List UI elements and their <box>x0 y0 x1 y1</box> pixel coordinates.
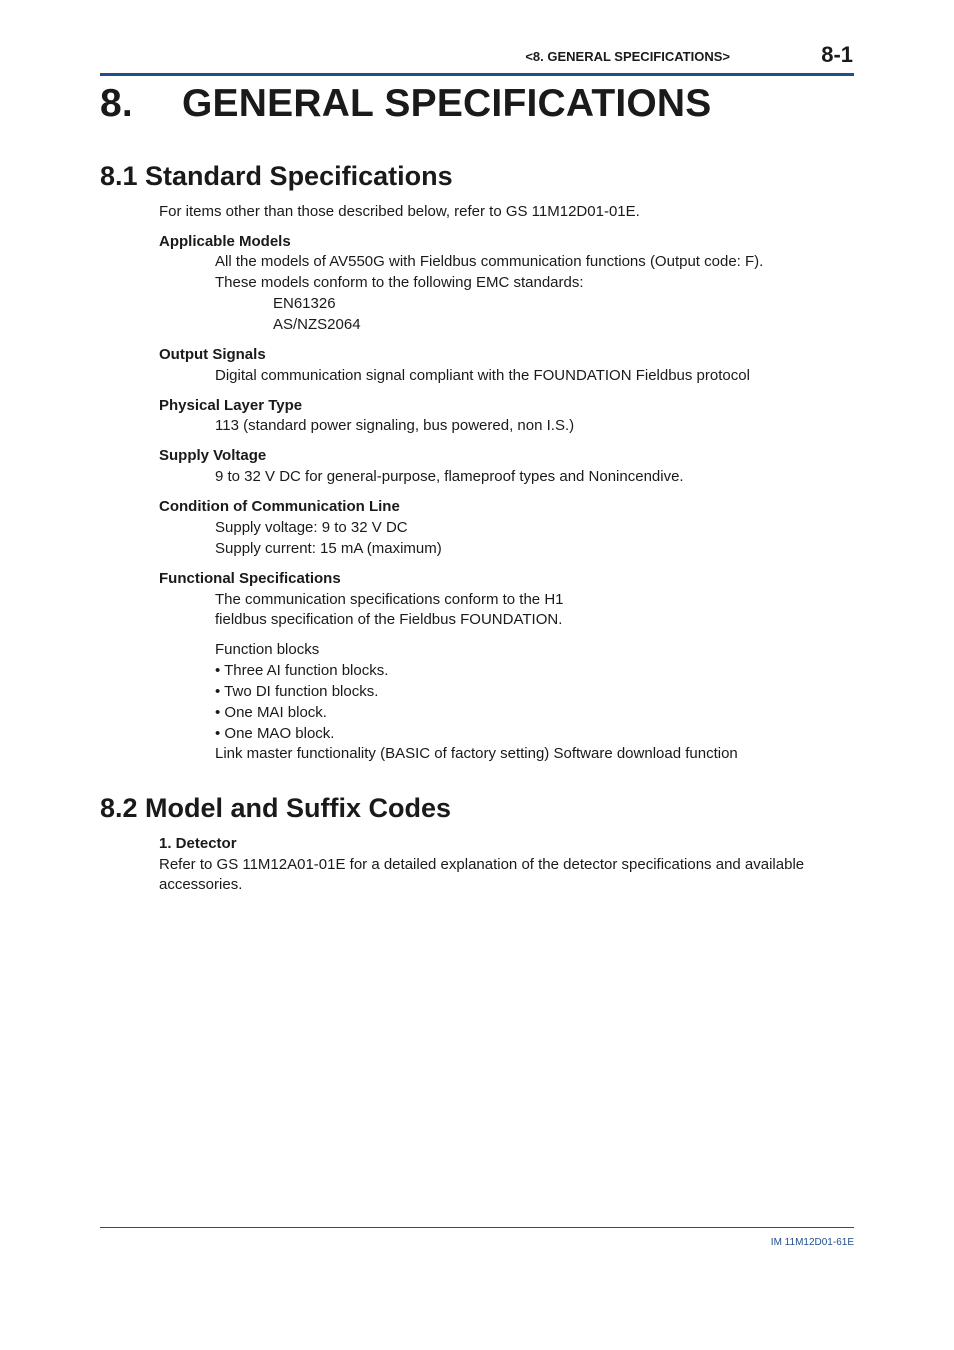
intro-text: For items other than those described below, refer to GS 11M12D01-01E. <box>159 203 640 220</box>
header-rule <box>100 73 854 76</box>
heading-physical-layer: Physical Layer Type <box>159 397 303 414</box>
function-block-item: • Two DI function blocks. <box>215 683 379 700</box>
chapter-title <box>100 82 712 126</box>
functional-line2: fieldbus specification of the Fieldbus FOUNDATION. <box>215 611 563 628</box>
page-number: 8-1 <box>821 42 853 67</box>
heading-applicable-models: Applicable Models <box>159 233 291 250</box>
detector-line2: accessories. <box>159 876 243 893</box>
applicable-models-line2: These models conform to the following EMC standards: <box>215 274 584 291</box>
section-title-model-suffix: 8.2 Model and Suffix Codes <box>100 793 452 823</box>
chapter-title-text: GENERAL SPECIFICATIONS <box>182 82 712 125</box>
heading-detector: 1. Detector <box>159 835 237 852</box>
heading-supply-voltage: Supply Voltage <box>159 447 267 464</box>
function-block-item: • One MAI block. <box>215 704 327 721</box>
function-block-item: • One MAO block. <box>215 725 335 742</box>
heading-functional-specs: Functional Specifications <box>159 570 341 587</box>
detector-line1: Refer to GS 11M12A01-01E for a detailed explanation of the detector specifications and available <box>159 856 805 873</box>
running-header: <8. GENERAL SPECIFICATIONS> <box>525 49 730 64</box>
output-signals-line1: Digital communication signal compliant with the FOUNDATION Fieldbus protocol <box>215 367 750 384</box>
function-blocks-heading: Function blocks <box>215 641 320 658</box>
physical-layer-line1: 113 (standard power signaling, bus powered, non I.S.) <box>215 417 575 434</box>
applicable-models-line1: All the models of AV550G with Fieldbus communication functions (Output code: F). <box>215 253 764 270</box>
functional-line1: The communication specifications conform to the H1 <box>215 591 564 608</box>
link-master-text: Link master functionality (BASIC of factory setting) Software download function <box>215 745 738 762</box>
comm-line-voltage: Supply voltage: 9 to 32 V DC <box>215 519 408 536</box>
comm-line-current: Supply current: 15 mA (maximum) <box>215 540 442 557</box>
function-block-item: • Three AI function blocks. <box>215 662 389 679</box>
chapter-number: 8. <box>100 82 133 125</box>
footer-rule <box>100 1227 854 1228</box>
emc-standard-1: EN61326 <box>273 295 336 312</box>
heading-output-signals: Output Signals <box>159 346 266 363</box>
supply-voltage-line1: 9 to 32 V DC for general-purpose, flameproof types and Nonincendive. <box>215 468 684 485</box>
emc-standard-2: AS/NZS2064 <box>273 316 361 333</box>
footer-doc-id: IM 11M12D01-61E <box>770 1237 854 1248</box>
section-title-standard-specs: 8.1 Standard Specifications <box>100 161 453 191</box>
heading-comm-line: Condition of Communication Line <box>159 498 400 515</box>
